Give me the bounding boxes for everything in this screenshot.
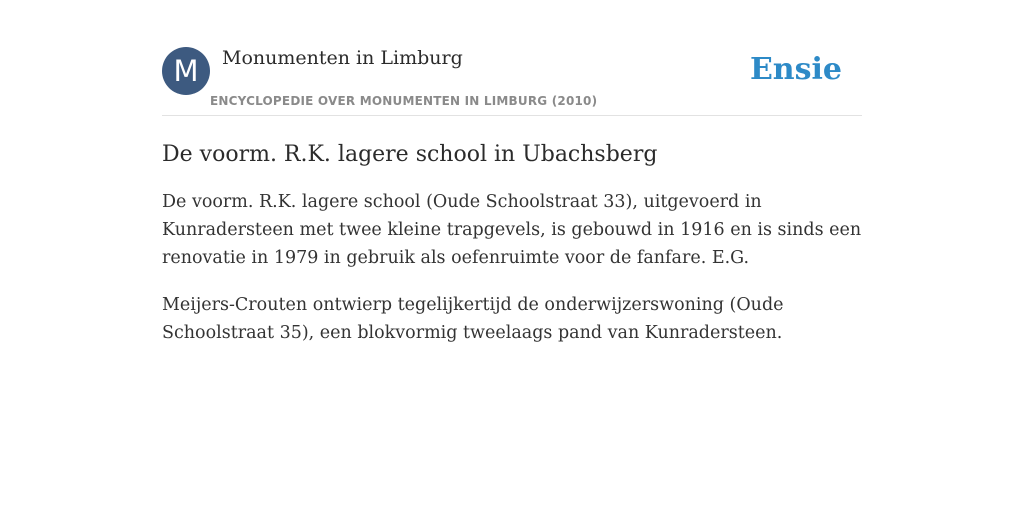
- article-paragraph-2: Meijers-Crouten ontwierp tegelijkertijd de onderwijzerswoning (Oude Schoolstraat 35), een blokvormig tweelaags pand van Kunradersteen.: [162, 295, 784, 343]
- article-paragraph-1: De voorm. R.K. lagere school (Oude Schoolstraat 33), uitgevoerd in Kunradersteen met twee kleine trapgevels, is gebouwd in 1916 en is sinds een renovatie in 1979 in gebruik als oefenruimte voor de fanfare. E.G.: [162, 192, 862, 268]
- source-avatar[interactable]: M: [162, 47, 210, 95]
- article-title: De voorm. R.K. lagere school in Ubachsberg: [162, 142, 658, 167]
- source-subtitle: ENCYCLOPEDIE OVER MONUMENTEN IN LIMBURG (2010): [210, 94, 598, 108]
- source-header: [162, 46, 862, 116]
- content-container: [162, 46, 862, 347]
- source-title[interactable]: Monumenten in Limburg: [222, 47, 463, 69]
- ensie-logo[interactable]: Ensie: [749, 52, 842, 87]
